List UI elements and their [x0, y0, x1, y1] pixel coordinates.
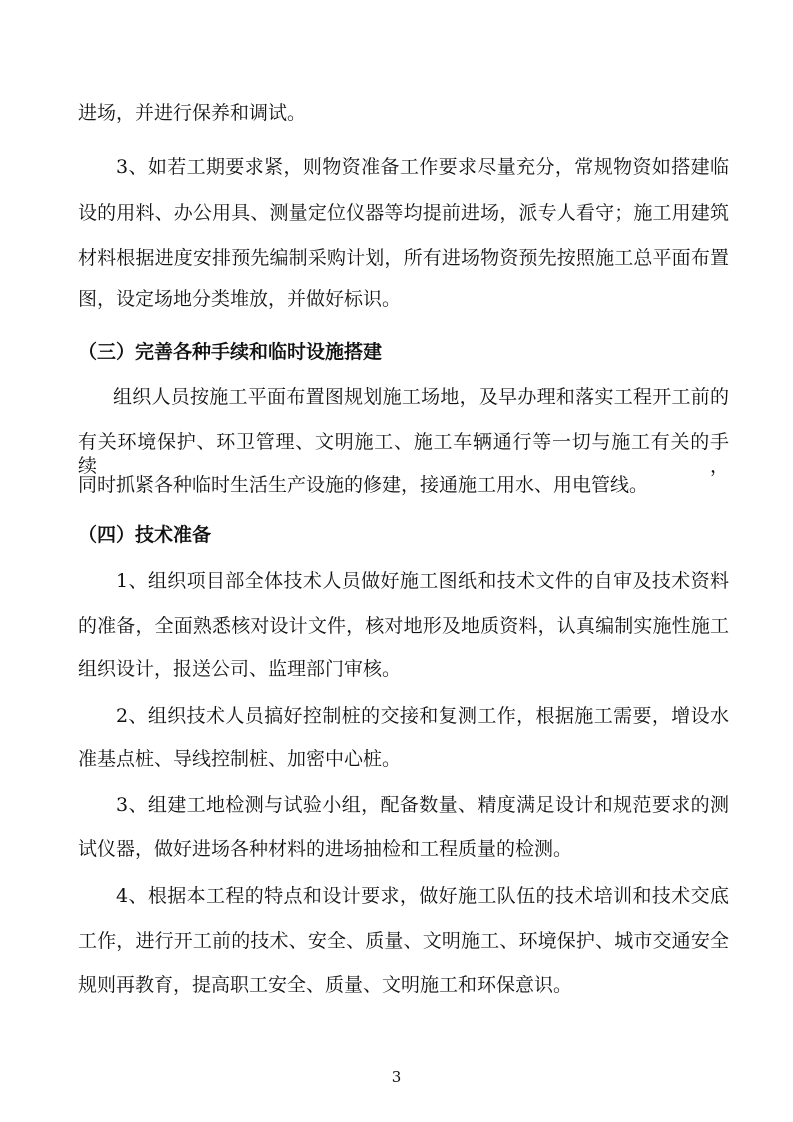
paragraph-line: 进场，并进行保养和调试。	[78, 102, 307, 124]
paragraph-line: 准基点桩、导线控制桩、加密中心桩。	[78, 748, 402, 770]
paragraph-line: 试仪器，做好进场各种材料的进场抽检和工程质量的检测。	[78, 838, 573, 860]
paragraph-line: 有关环境保护、环卫管理、文明施工、施工车辆通行等一切与施工有关的手续，	[78, 431, 729, 477]
paragraph-line: 设的用料、办公用具、测量定位仪器等均提前进场，派专人看守；施工用建筑	[78, 202, 729, 224]
paragraph-line: 材料根据进度安排预先编制采购计划，所有进场物资预先按照施工总平面布置	[78, 247, 729, 269]
paragraph-line: 规则再教育，提高职工安全、质量、文明施工和环保意识。	[78, 974, 573, 996]
paragraph-line: 同时抓紧各种临时生活生产设施的修建，接通施工用水、用电管线。	[78, 474, 649, 496]
section-heading: （三）完善各种手续和临时设施搭建	[78, 341, 383, 363]
paragraph-line: 组织人员按施工平面布置图规划施工场地，及早办理和落实工程开工前的	[113, 386, 729, 408]
section-heading: （四）技术准备	[78, 524, 212, 546]
paragraph-line: 2、组织技术人员搞好控制桩的交接和复测工作，根据施工需要，增设水	[116, 705, 729, 727]
paragraph-line: 工作，进行开工前的技术、安全、质量、文明施工、环境保护、城市交通安全	[78, 930, 729, 952]
paragraph-line: 3、如若工期要求紧，则物资准备工作要求尽量充分，常规物资如搭建临	[116, 156, 729, 178]
paragraph-line: 4、根据本工程的特点和设计要求，做好施工队伍的技术培训和技术交底	[116, 885, 729, 907]
page-number: 3	[391, 1068, 402, 1086]
paragraph-line: 组织设计，报送公司、监理部门审核。	[78, 658, 402, 680]
paragraph-line: 3、组建工地检测与试验小组，配备数量、精度满足设计和规范要求的测	[116, 794, 729, 816]
paragraph-line: 1、组织项目部全体技术人员做好施工图纸和技术文件的自审及技术资料	[116, 570, 729, 592]
paragraph-line: 图，设定场地分类堆放，并做好标识。	[78, 288, 402, 310]
paragraph-line: 的准备，全面熟悉核对设计文件，核对地形及地质资料，认真编制实施性施工	[78, 615, 729, 637]
